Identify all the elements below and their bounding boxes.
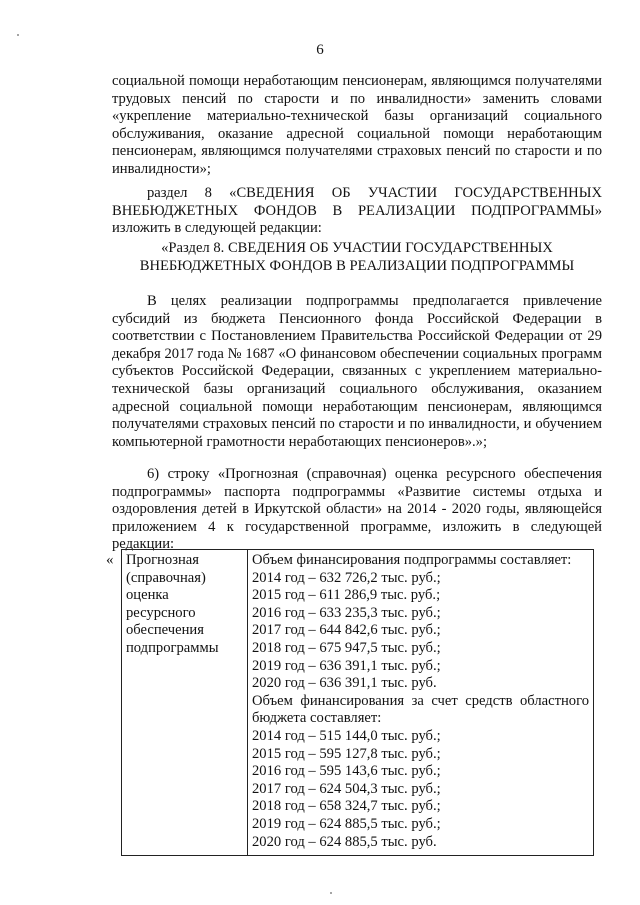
page-number: 6 xyxy=(316,42,324,58)
total-funding-row: 2015 год – 611 286,9 тыс. руб.; xyxy=(252,587,441,604)
regional-funding-row: 2016 год – 595 143,6 тыс. руб.; xyxy=(252,763,441,780)
item-6-amendment xyxy=(112,466,602,554)
total-funding-row: 2014 год – 632 726,2 тыс. руб.; xyxy=(252,569,441,586)
total-funding-heading: Объем финансирования подпрограммы составляет: xyxy=(252,552,572,568)
regional-funding-row: 2014 год – 515 144,0 тыс. руб.; xyxy=(252,727,441,744)
total-funding-row: 2016 год – 633 235,3 тыс. руб.; xyxy=(252,604,441,621)
regional-funding-row: 2018 год – 658 324,7 тыс. руб.; xyxy=(252,798,441,815)
label-line: подпрограммы xyxy=(126,639,219,656)
opening-quote-mark: « xyxy=(106,552,114,568)
paragraph: раздел 8 «СВЕДЕНИЯ ОБ УЧАСТИИ ГОСУДАРСТВЕННЫХ ВНЕБЮДЖЕТНЫХ ФОНДОВ В РЕАЛИЗАЦИИ ПОДПРОГРАММЫ» изложить в следующей редакции: xyxy=(112,185,602,237)
section-heading-line-1: «Раздел 8. СВЕДЕНИЯ ОБ УЧАСТИИ ГОСУДАРСТВЕННЫХ xyxy=(161,240,553,256)
label-line: обеспечения xyxy=(126,622,204,639)
table-row xyxy=(122,550,594,856)
total-funding-row: 2019 год – 636 391,1 тыс. руб.; xyxy=(252,657,441,674)
funding-values-cell xyxy=(248,550,594,856)
regional-funding-row: 2019 год – 624 885,5 тыс. руб.; xyxy=(252,815,441,832)
amendment-continuation xyxy=(112,73,602,179)
label-line: Прогнозная xyxy=(126,552,199,568)
regional-funding-row: 2017 год – 624 504,3 тыс. руб.; xyxy=(252,780,441,797)
section-heading-line-2: ВНЕБЮДЖЕТНЫХ ФОНДОВ В РЕАЛИЗАЦИИ ПОДПРОГРАММЫ xyxy=(139,257,575,274)
section-8-heading xyxy=(112,240,602,275)
scan-speck xyxy=(330,892,332,894)
section-8-amendment-intro xyxy=(112,185,602,238)
regional-funding-row: 2015 год – 595 127,8 тыс. руб.; xyxy=(252,745,441,762)
total-funding-row: 2018 год – 675 947,5 тыс. руб.; xyxy=(252,639,441,656)
label-line: ресурсного xyxy=(126,604,196,621)
paragraph: социальной помощи неработающим пенсионерам, являющимся получателями трудовых пенсий по старости и по инвалидности» заменить словами «укрепление материально-технической базы организаций социального обслуживания, оказание адресной социальной помощи неработающим пенсионерам, являющимся получателями страховых пенсий по старости и по инвалидности»; xyxy=(112,73,602,177)
scan-speck xyxy=(17,34,19,36)
label-line: оценка xyxy=(126,587,169,604)
total-funding-row: 2017 год – 644 842,6 тыс. руб.; xyxy=(252,622,441,639)
regional-funding-row: 2020 год – 624 885,5 тыс. руб. xyxy=(252,833,437,850)
resource-estimate-table xyxy=(121,549,594,856)
paragraph: В целях реализации подпрограммы предполагается привлечение субсидий из бюджета Пенсионного фонда Российской Федерации в соответствии с Постановлением Правительства Российской Федерации от 29 декабря 2017 года № 1687 «О финансовом обеспечении социальных программ субъектов Российской Федерации, связанных с укреплением материально-технической базы организаций социального обслуживания, оказанием адресной социальной помощи неработающим пенсионерам, являющимся получателями страховых пенсий по старости и по инвалидности, и обучением компьютерной грамотности неработающих пенсионеров».»; xyxy=(112,293,602,450)
paragraph: 6) строку «Прогнозная (справочная) оценка ресурсного обеспечения подпрограммы» паспорта подпрограммы «Развитие системы отдыха и оздоровления детей в Иркутской области» на 2014 - 2020 годы, являющейся приложением 4 к государственной программе, изложить в следующей редакции: xyxy=(112,466,602,553)
row-label-cell xyxy=(122,550,248,856)
section-8-body xyxy=(112,293,602,451)
total-funding-row: 2020 год – 636 391,1 тыс. руб. xyxy=(252,675,437,692)
label-line: (справочная) xyxy=(126,569,206,586)
regional-funding-heading: Объем финансирования за счет средств областного бюджета составляет: xyxy=(252,692,589,727)
